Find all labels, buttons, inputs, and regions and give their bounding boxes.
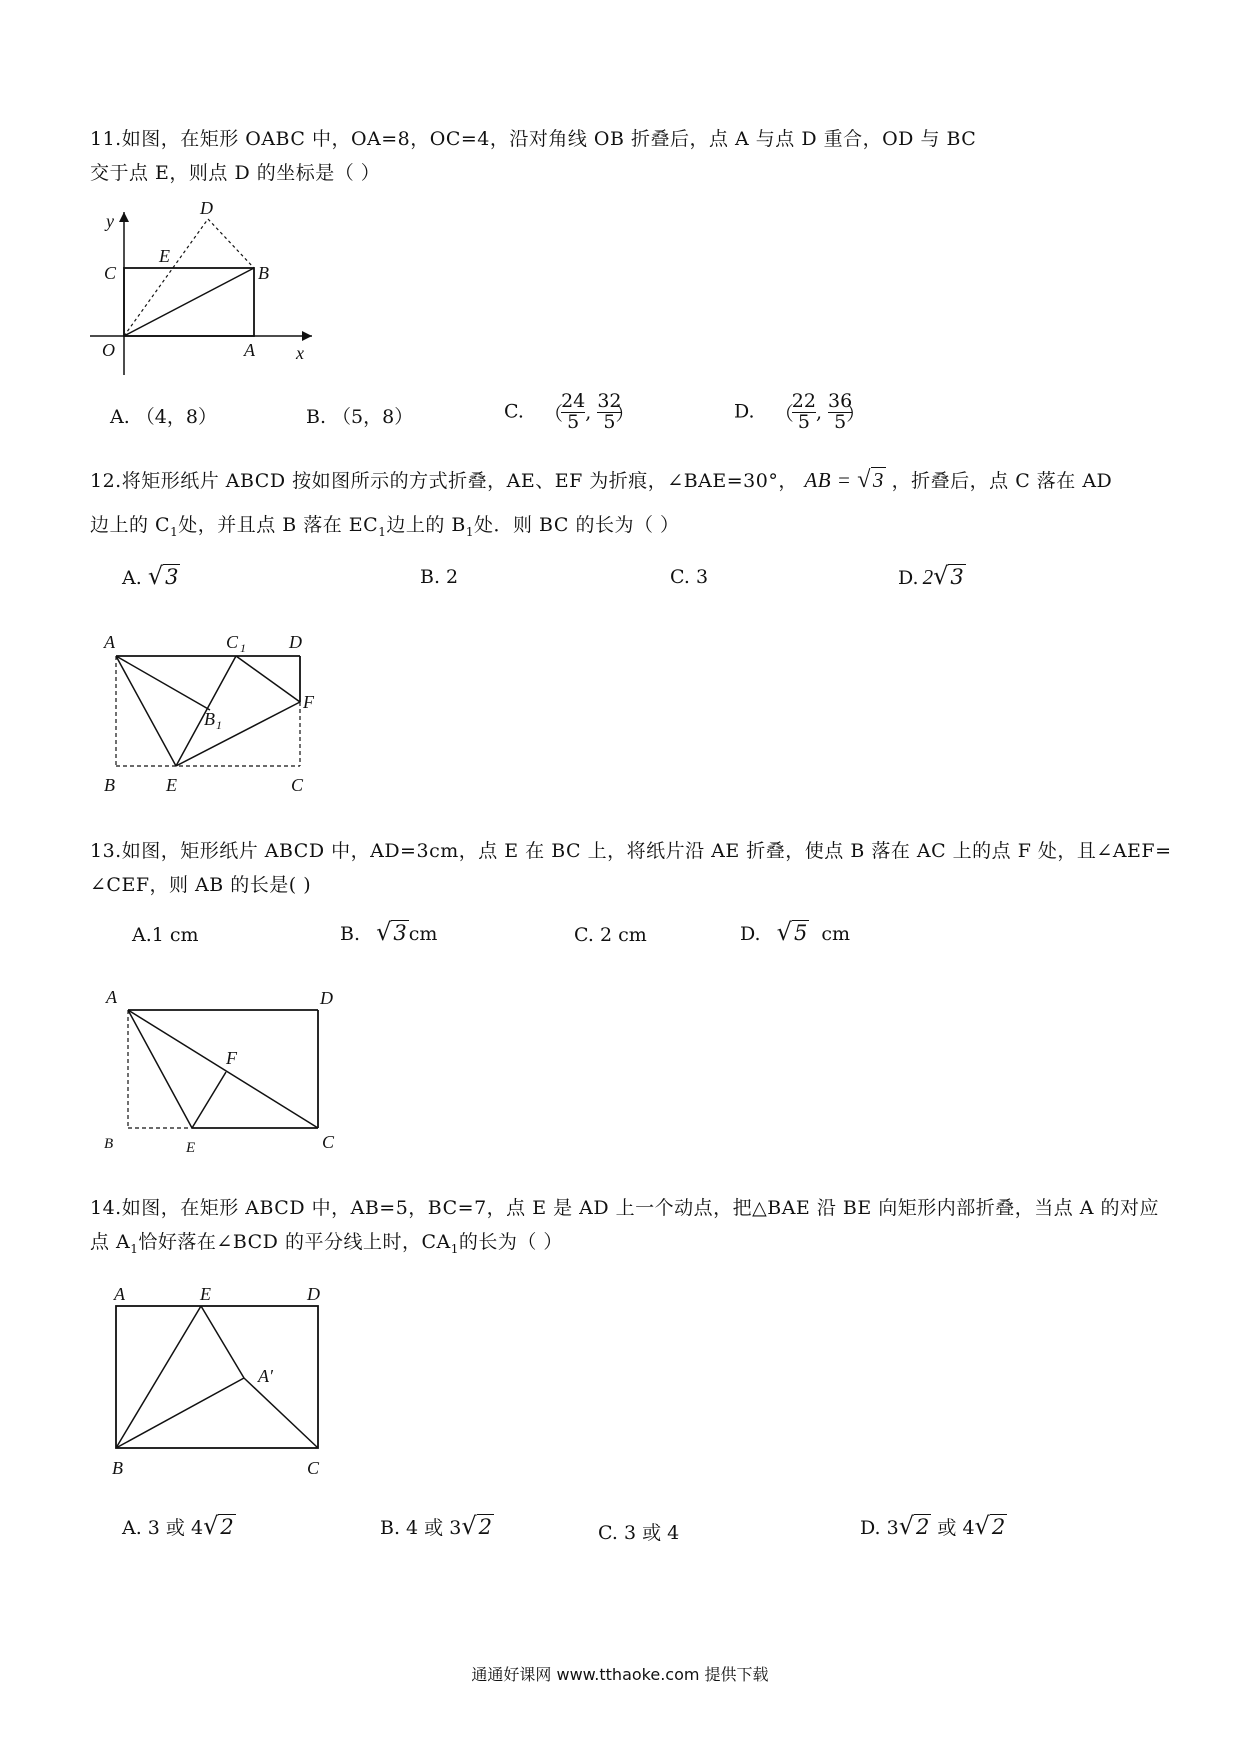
q12-line2-sub2: 1 [378,524,387,539]
q14-option-b[interactable] [380,1512,494,1540]
q13-option-b-label: B. [340,923,361,945]
q11-option-a[interactable]: A. （4，8） [110,406,217,428]
q11-option-d-frac1: $\frac{22}{5}$ [791,390,816,433]
q11-label-B: B [258,263,269,283]
q14-label-B: B [112,1458,123,1478]
q13-label-F: F [226,1048,237,1068]
q13-option-b-sqrt: √3 [376,918,407,946]
q12-label-D: D [289,632,302,652]
q11-option-d-label: D. [734,400,755,423]
q11-option-b[interactable]: B. （5，8） [306,406,414,428]
q12-option-d-coef: 2 [922,565,934,589]
q11-option-c-frac1: $\frac{24}{5}$ [561,390,586,433]
q13-option-c[interactable]: C. 2 cm [574,924,647,946]
q11-label-y: y [106,211,114,231]
q14-option-a-label: A. 3 或 4 [122,1517,204,1539]
q11-label-O: O [102,340,115,360]
q12-text-line1-a: 12.将矩形纸片 ABCD 按如图所示的方式折叠，AE、EF 为折痕，∠BAE=30°， [90,470,798,492]
q14-option-d-sqrt2: √2 [974,1512,1006,1540]
q12-label-F: F [303,692,314,712]
q12-option-d-sqrt: √3 [933,562,964,590]
q13-text-line2: ∠CEF，则 AB 的长是( ) [90,874,312,896]
q14-option-a[interactable] [122,1512,236,1540]
q14-label-A: A [114,1284,125,1304]
q13-option-d-label: D. [740,923,761,945]
q12-label-C: C [291,775,304,795]
q12-label-B: B [104,775,115,795]
q13-option-b-unit: cm [408,923,438,945]
q13-option-a[interactable]: A.1 cm [132,924,199,946]
q14-label-E: E [200,1284,211,1304]
q12-option-c[interactable]: C. 3 [670,566,709,588]
q12-ab-label: AB = [804,468,852,492]
q12-label-B1: B [204,709,215,729]
q14-option-b-label: B. 4 或 3 [380,1517,462,1539]
q12-line2-b: 处，并且点 B 落在 EC [178,514,379,536]
q12-label-A: A [104,632,115,652]
q14-line2-a: 点 A [90,1231,131,1253]
q14-line2-c: 的长为（ ） [458,1231,563,1253]
q12-line2-sub3: 1 [465,524,475,539]
q11-option-d-frac2: $\frac{36}{5}$ [828,390,853,433]
q11-option-c-open: （ [544,402,564,425]
q14-line2-b: 恰好落在∠BCD 的平分线上时，CA [138,1231,451,1253]
q11-option-c-comma: , [585,401,592,424]
q11-label-D: D [200,198,213,218]
q14-label-C: C [307,1458,320,1478]
q12-label-B1-sub: 1 [216,718,222,732]
q11-option-c-label: C. [504,400,524,423]
q11-label-A: A [244,340,255,360]
q12-line2-a: 边上的 C [90,514,171,536]
q11-label-x: x [296,343,304,363]
q14-option-a-sqrt: √2 [203,1512,234,1540]
q12-text-line1-b: ，折叠后，点 C 落在 AD [891,470,1113,492]
q11-option-d-open: （ [774,402,794,425]
q11-option-c-close: ） [615,402,635,425]
q13-option-d-unit: cm [821,923,851,945]
q13-label-D: D [320,988,333,1008]
q12-option-d-label: D. [898,567,919,589]
q12-label-E: E [166,775,177,795]
q14-label-Ap: A′ [258,1366,273,1386]
q12-option-a-label: A. [122,567,142,589]
q12-option-a-sqrt: √3 [147,562,179,590]
q13-label-A: A [106,987,117,1007]
q14-line2-sub: 1 [130,1241,139,1256]
q14-option-d[interactable] [860,1512,1007,1540]
q14-option-c[interactable]: C. 3 或 4 [598,1522,680,1544]
q14-option-b-sqrt: √2 [461,1512,492,1540]
q12-line2-c: 边上的 B [386,514,466,536]
q11-text-line1: 11.如图，在矩形 OABC 中，OA=8，OC=4，沿对角线 OB 折叠后，点 A 与点 D 重合，OD 与 BC [90,128,977,150]
q12-line2-d: 处．则 BC 的长为（ ） [474,514,680,536]
q14-option-d-sqrt1: √2 [898,1512,930,1540]
q14-option-d-label: D. 3 [860,1517,899,1539]
q11-option-c-frac2: $\frac{32}{5}$ [597,390,622,433]
q13-text-line1: 13.如图，矩形纸片 ABCD 中，AD=3cm，点 E 在 BC 上，将纸片沿 AE 折叠，使点 B 落在 AC 上的点 F 处，且∠AEF= [90,840,1172,862]
q13-label-E: E [186,1140,196,1156]
q11-label-C: C [104,263,117,283]
q14-label-D: D [307,1284,320,1304]
q11-label-E: E [159,246,170,266]
q11-option-d-comma: , [815,401,822,424]
q13-option-d-sqrt: √5 [776,918,808,946]
q14-line2-sub2: 1 [450,1241,459,1256]
q12-label-C1-sub: 1 [240,641,246,655]
q13-label-C: C [322,1132,335,1152]
q11-text-line2: 交于点 E，则点 D 的坐标是（ ） [90,162,381,184]
q12-option-b[interactable]: B. 2 [420,566,459,588]
q12-label-C1: C [226,632,239,652]
q14-text-line1: 14.如图，在矩形 ABCD 中，AB=5，BC=7，点 E 是 AD 上一个动点，把△BAE 沿 BE 向矩形内部折叠，当点 A 的对应 [90,1197,1160,1219]
q13-label-B: B [104,1136,114,1152]
q14-option-d-mid: 或 4 [937,1517,975,1539]
q12-ab-sqrt: √3 [857,467,884,493]
q11-option-d-close: ） [846,402,866,425]
q12-line2-sub1: 1 [170,524,179,539]
page-footer: 通通好课网 www.tthaoke.com 提供下载 [471,1665,769,1684]
